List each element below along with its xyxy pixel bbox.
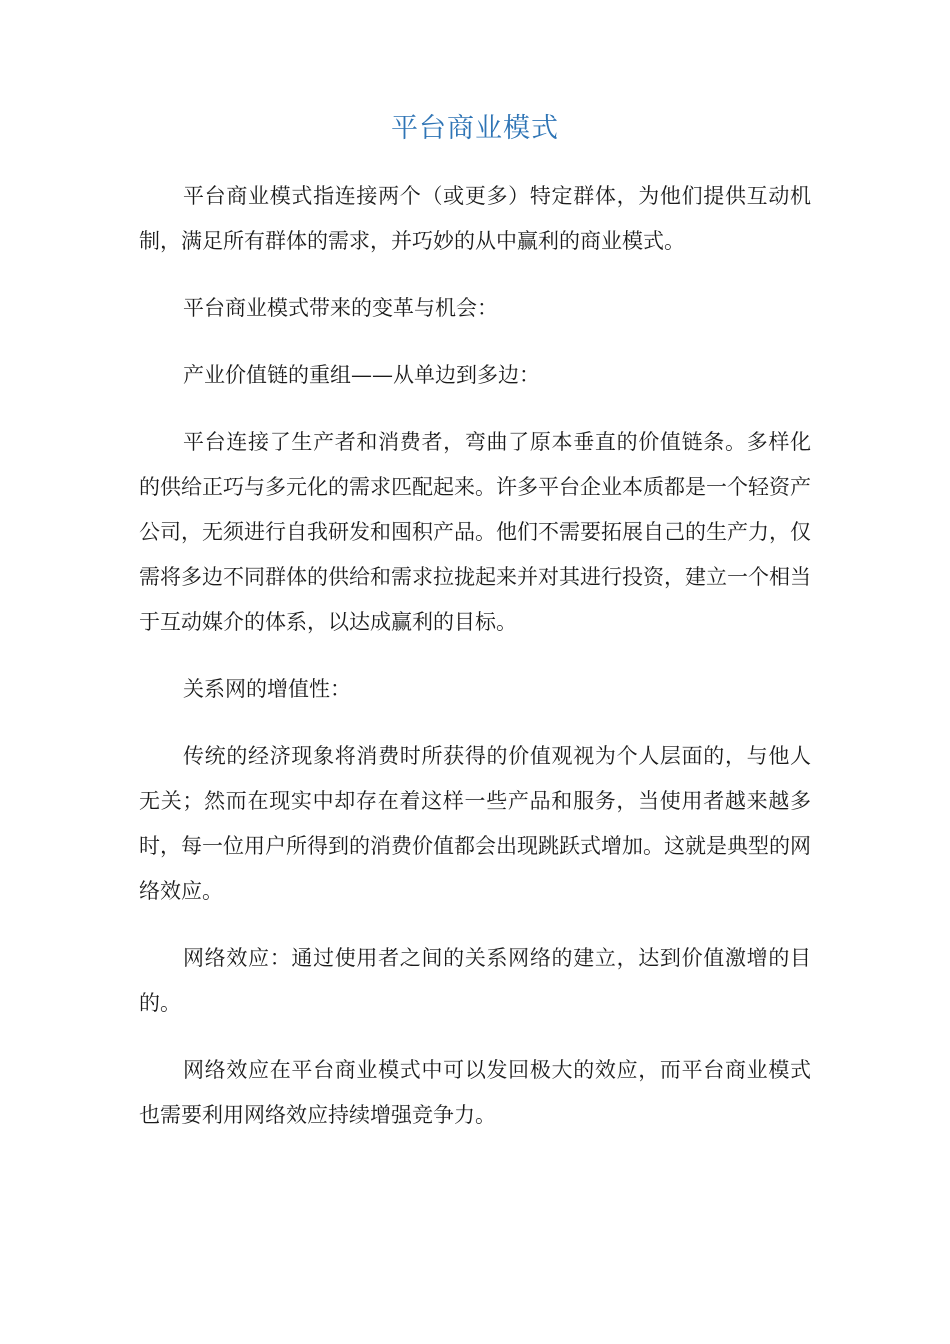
paragraph-changes-heading: 平台商业模式带来的变革与机会： (183, 296, 498, 320)
document-body (139, 174, 811, 1160)
paragraph-definition: 平台商业模式指连接两个（或更多）特定群体，为他们提供互动机制，满足所有群体的需求，并巧妙的从中赢利的商业模式。 (139, 184, 811, 253)
paragraph-network-heading: 关系网的增值性： (183, 677, 351, 701)
paragraph-conclusion: 网络效应在平台商业模式中可以发回极大的效应，而平台商业模式也需要利用网络效应持续增强竞争力。 (139, 1058, 811, 1127)
paragraph-network-value: 传统的经济现象将消费时所获得的价值观视为个人层面的，与他人无关；然而在现实中却存在着这样一些产品和服务，当使用者越来越多时，每一位用户所得到的消费价值都会出现跳跃式增加。这就是典型的网络效应。 (139, 744, 811, 903)
paragraph-network-effect: 网络效应：通过使用者之间的关系网络的建立，达到价值激增的目的。 (139, 946, 811, 1015)
document-title: 平台商业模式 (391, 113, 559, 144)
paragraph-value-chain-heading: 产业价值链的重组——从单边到多边： (183, 363, 540, 387)
paragraph-value-chain: 平台连接了生产者和消费者，弯曲了原本垂直的价值链条。多样化的供给正巧与多元化的需求匹配起来。许多平台企业本质都是一个轻资产公司，无须进行自我研发和囤积产品。他们不需要拓展自己的生产力，仅需将多边不同群体的供给和需求拉拢起来并对其进行投资，建立一个相当于互动媒介的体系，以达成赢利的目标。 (139, 430, 811, 634)
